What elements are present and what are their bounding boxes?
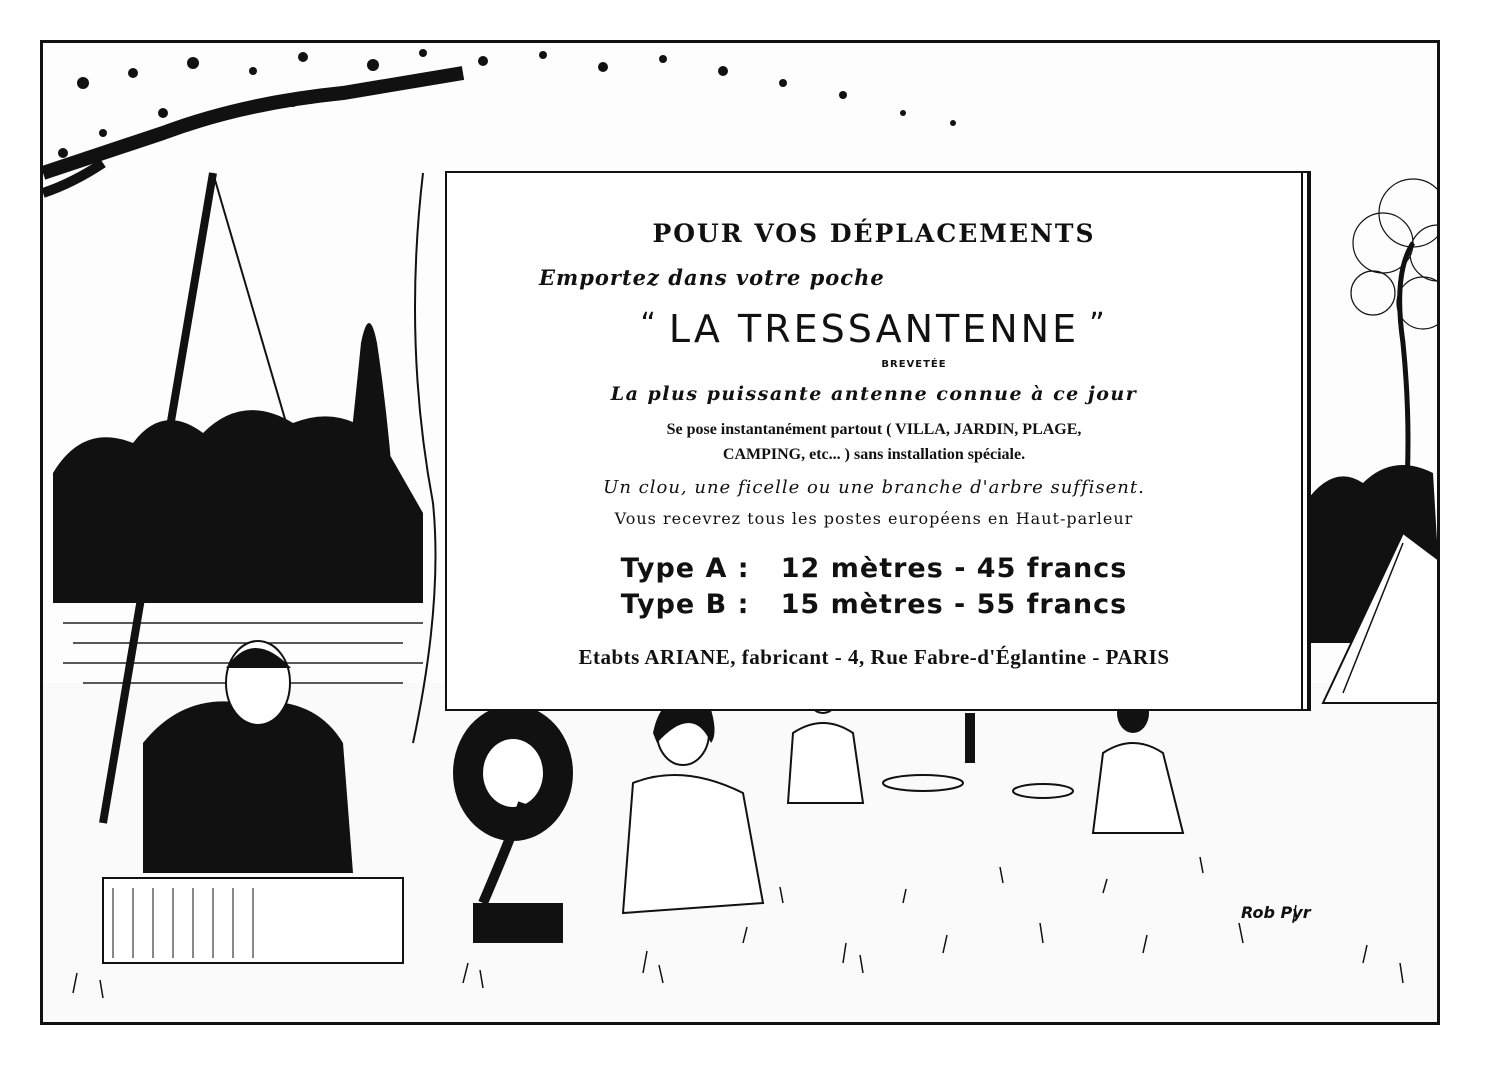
usage-text — [447, 417, 1301, 467]
man-figure — [143, 701, 353, 873]
usage-line-2: CAMPING, etc... ) sans installation spéciale. — [722, 446, 1026, 463]
maker-address: Etabts ARIANE, fabricant - 4, Rue Fabre-d'Églantine - PARIS — [578, 645, 1170, 669]
advertisement-panel — [445, 171, 1303, 711]
antenna-wire — [413, 173, 436, 743]
mounting-text: Un clou, une ficelle ou une branche d'arbre suffisent. — [603, 477, 1145, 498]
bottle — [965, 713, 975, 763]
product-name-line — [447, 307, 1301, 351]
tree-branch — [43, 73, 463, 173]
patent-label: BREVETÉE — [881, 359, 947, 370]
headline: POUR VOS DÉPLACEMENTS — [652, 219, 1096, 248]
tagline: La plus puissante antenne connue à ce jour — [610, 383, 1138, 405]
subheadline: Emportez dans votre poche — [539, 265, 885, 290]
product-name: LA TRESSANTENNE — [668, 307, 1080, 351]
price-type-b: Type B : 15 mètres - 55 francs — [620, 589, 1128, 620]
artist-signature: Rob Pyr — [1241, 903, 1311, 922]
cypress-tree — [343, 323, 395, 513]
price-type-a: Type A : 12 mètres - 45 francs — [620, 553, 1128, 584]
advertisement-frame — [40, 40, 1440, 1025]
quote-close: ” — [1089, 307, 1108, 342]
quote-open: “ — [640, 307, 659, 342]
usage-line-1: Se pose instantanément partout ( VILLA, JARDIN, PLAGE, — [666, 421, 1082, 438]
reception-text: Vous recevrez tous les postes européens en Haut-parleur — [614, 509, 1134, 528]
